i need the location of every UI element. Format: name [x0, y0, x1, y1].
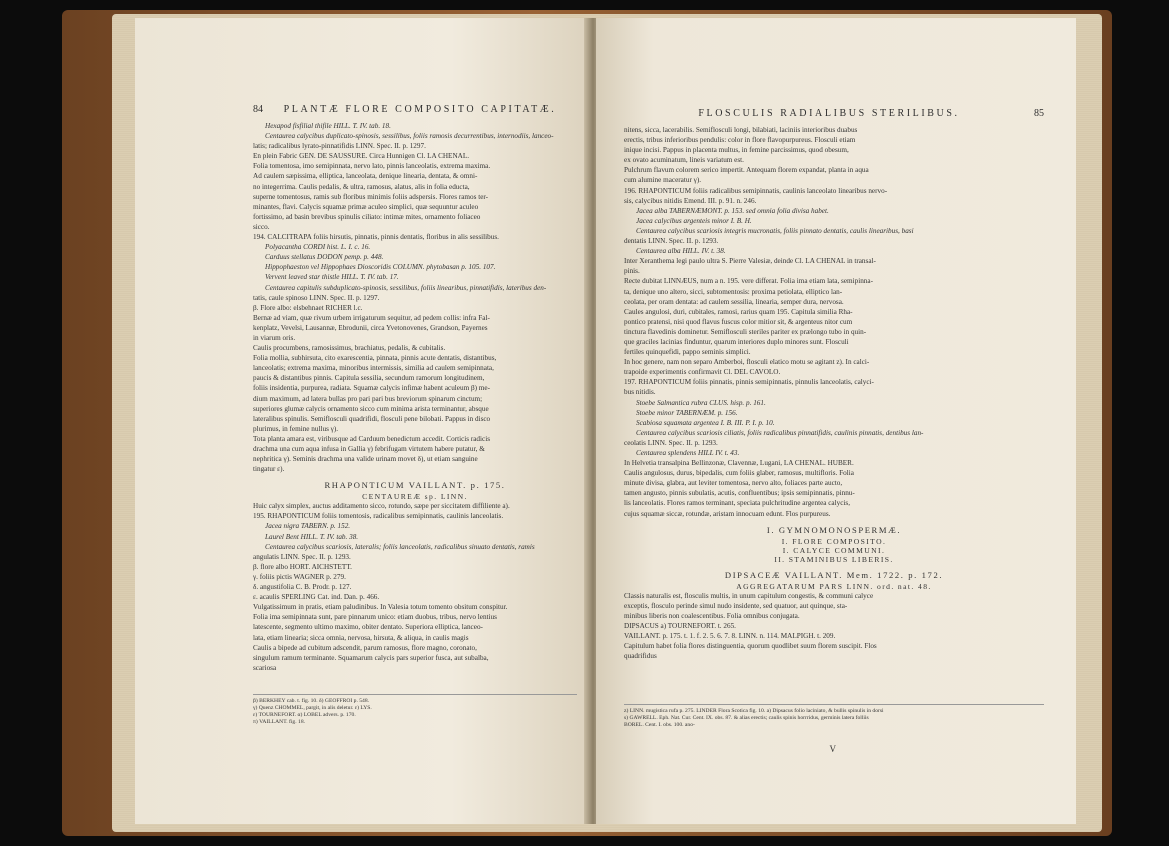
text-line: VAILLANT. p. 175. t. 1. f. 2. 5. 6. 7. 8. LINN. n. 114. MALPIGH. t. 209. [624, 632, 836, 641]
text-line: sis, calycibus nitidis Emend. III. p. 91. n. 246. [624, 196, 757, 205]
text-line: foliis insidentia, purpurea, radiata. Squamæ calycis infimæ habent aculeum β) me- [253, 384, 490, 393]
text-line: β. flore albo HORT. AICHSTETT. [253, 562, 352, 571]
text-line: sicco. [253, 222, 270, 231]
left-running-title: PLANTÆ FLORE COMPOSITO CAPITATÆ. [283, 104, 557, 115]
text-line: fertiles quinquefidi, pappo seminis simplici. [624, 348, 751, 357]
text-line: Folia ima semipinnata sunt, pare pinnarum unico: etiam duobus, tribus, nervo lentius [253, 613, 497, 622]
text-line: angulatis LINN. Spec. II. p. 1293. [253, 552, 351, 561]
right-running-head [624, 108, 1044, 119]
text-line: bus nitidis. [624, 388, 656, 397]
text-line: ε. acaulis SPERLING Cat. ind. Dan. p. 466. [253, 593, 380, 602]
text-line: Caules angulosi, duri, cubitales, ramosi, rarius quam 195. Capitula similia Rha- [624, 307, 853, 316]
text-line: Classis naturalis est, flosculis multis, in unum capitulum congestis, & communi calyce [624, 591, 874, 600]
text-line: cum alumine maceratur γ). [624, 176, 702, 185]
text-line: Jacea calycibus argenteis minor I. B. H. [636, 216, 752, 225]
text-line: 194. CALCITRAPA foliis hirsutis, pinnatis, pinnis dentatis, floribus in alis sessilibus. [253, 233, 499, 242]
text-line: que graciles lacinias finduntur, quarum interiores duplo minores sunt. Flosculi [624, 337, 849, 346]
text-line: quadrifidus [624, 652, 657, 661]
text-line: erectis, tribus inferioribus pendulis: color in flore flavopurpureus. Flosculi etiam [624, 136, 856, 145]
text-line: Centaurea calycibus scariosis, lateralis; foliis lanceolatis, radicalibus sinuato dentatis, ramis [265, 542, 535, 551]
text-line: minute divisa, glabra, aut leviter tomentosa, nervo alto, foliaces parte aucto, [624, 479, 843, 488]
text-line: Bernæ ad viam, quæ rivum urbem irrigaturum sequitur, ad pedem collis: infra Fal- [253, 313, 490, 322]
text-line: latescente, segmento ultimo maximo, obiter dentato. Superiora elliptica, lanceo- [253, 623, 483, 632]
text-line: Centaurea alba HILL. IV. t. 38. [636, 247, 726, 256]
text-line: Centaurea splendens HILL IV. t. 43. [636, 449, 740, 457]
text-line: z) LINN. mugistica rufa p. 275. LINDER Flora Scotica fig. 10. a) Dipsacus folio laciniato, & bullis spinulis in dorsi [624, 708, 884, 714]
text-line: pinis. [624, 267, 640, 276]
text-line: tinctura flavedinis dominetur. Semiflosculi steriles pariter ex prælongo tubo in quin- [624, 327, 867, 336]
left-page [135, 18, 588, 824]
text-line: exceptis, flosculo perinde simul nudo insidente, sed quatuor, aut quinque, sta- [624, 601, 848, 610]
signature-mark: V [829, 744, 836, 754]
text-line: nitens, sicca, lacerabilis. Semiflosculi longi, bilabiati, laciniis interioribus duabus [624, 126, 858, 134]
text-line: Jacea alba TABERNÆMONT. p. 153. sed omnia folia divisa habet. [636, 206, 829, 215]
text-line: singulum ramum terminante. Squamarum calycis pars superior fusca, aut subalba, [253, 653, 489, 662]
left-page-number: 84 [253, 104, 263, 115]
text-line: latis; radicalibus lyrato-pinnatifidis LINN. Spec. II. p. 1297. [253, 142, 426, 151]
text-line: plurimus, in femine nullus γ). [253, 424, 339, 433]
heading-flore-composito: I. FLORE COMPOSITO. [781, 536, 887, 546]
text-line: ε) TOURNEFORT. α) LOBEL advers. p. 170. [253, 712, 356, 718]
text-line: superne tomentosus, ramis sub floribus minimis foliis adspersis. Flores ramos ter- [253, 192, 489, 201]
text-line: Stoebe Salmantica rubra CLUS. hisp. p. 161. [636, 398, 766, 407]
text-line: pontico pratensi, nisi quod flavus fuscus color mitior sit, & argenteus nitor cum [624, 317, 853, 326]
right-footnotes [624, 704, 1044, 729]
text-line: Vulgatissimum in pratis, etiam paludinibus. In Valesia totum tomento obsitum conspitur. [253, 603, 508, 612]
text-line: Huic calyx simplex, auctus additamento sicco, rotundo, sæpe per siccitatem diffiliente a). [253, 502, 510, 511]
text-line: lata, etiam linearia; sicca omnia, nervosa, hirsuta, & aliqua, in caulis magis [253, 633, 469, 642]
text-line: In hoc genere, nam non separo Amberboi, flosculi elatico motu se agitant z). In calci- [624, 358, 870, 367]
text-line: superiores glumæ calycis ornamento sicco cum minima arista terminantur, absque [253, 404, 489, 413]
text-line: lis lanceolatis. Flores ramos terminant, speciata pulchritudine argentea calycis, [624, 499, 850, 508]
text-line: Capitulum habet folia flores distinguentia, quorum quodlibet suum florem suscipit. Flos [624, 642, 877, 651]
text-line: minantes, flavi. Calycis squamæ primæ aculeo simplici, quæ sequuntur aculeo [253, 202, 479, 211]
text-line: dium maximum, ad latera bullas pro pari pari bus breviorum spinarum cinctum; [253, 394, 483, 403]
heading-aggregatarum: AGGREGATARUM PARS LINN. ord. nat. 48. [736, 581, 932, 591]
text-line: DIPSACUS a) TOURNEFORT. t. 265. [624, 621, 736, 630]
text-line: cujus squamæ siccæ, rotundæ, aristam innocuam edunt. Flos purpureus. [624, 509, 831, 518]
left-running-head [253, 104, 577, 115]
text-line: 197. RHAPONTICUM foliis pinnatis, pinnis semipinnatis, pinnulis lanceolatis, calyci- [624, 378, 874, 387]
text-line: Centaurea calycibus duplicato-spinosis, sessilibus, foliis ramosis decurrentibus, internodiis, lanceo- [265, 132, 554, 141]
text-line: tamen angusto, pinnis subulatis, acutis, confluentibus; ipsis semipinnatis, pinnu- [624, 489, 855, 498]
text-line: in viarum oris. [253, 333, 296, 342]
text-line: ta, denique uno altero, sicci, subtomentosis: proxima petiolata, elliptico lan- [624, 287, 843, 296]
text-line: Scabiosa squamata argentea I. B. III. P. I. p. 10. [636, 418, 775, 427]
text-line: paucis & distantibus pinnis. Capitula sessilia, secundum ramorum longitudinem, [253, 374, 485, 383]
text-line: Folia mollia, subhirsuta, cito exarescentia, pinnata, pinnis acute dentatis, distantibus, [253, 354, 497, 363]
text-line: In Helvetia transalpina Bellinzonæ, Clavennæ, Lugani, LA CHENAL. HUBER. [624, 459, 854, 468]
text-line: BOREL. Cent. I. obs. 100. ano- [624, 722, 695, 728]
text-line: β. Flore albo: elsbehnaet RICHER l.c. [253, 303, 363, 312]
text-line: 195. RHAPONTICUM foliis tomentosis, radicalibus semipinnatis, caulinis lanceolatis. [253, 512, 504, 521]
text-line: nephritica γ). Seminis drachma una valide urinam movet δ), ut etiam sanguine [253, 455, 478, 464]
text-line: Centaurea capitulis subduplicato-spinosis, sessilibus, foliis linearibus, pinnatifidis, lateribus den- [265, 283, 547, 292]
left-footnotes [253, 694, 577, 726]
text-line: Centaurea calycibus scariosis integris mucronatis, foliis pinnato dentatis, caulis linearibus, basi [636, 226, 914, 235]
text-line: tingatur ε). [253, 465, 285, 474]
heading-calyce-communi: I. CALYCE COMMUNI. [782, 545, 886, 555]
text-line: Centaurea calycibus scariosis ciliatis, foliis radicalibus pinnatifidis, caulinis pinnatis, dentibus lan- [636, 428, 924, 437]
text-line: ex ovato acuminatum, lineis variatum est. [624, 156, 744, 165]
heading-dipsaceae: DIPSACEÆ VAILLANT. Mem. 1722. p. 172. [724, 569, 944, 580]
text-line: ceolatis LINN. Spec. II. p. 1293. [624, 438, 718, 447]
text-line: π) VAILLANT. fig. 18. [253, 719, 306, 725]
text-line: Caulis a bipede ad cubitum adscendit, parum ramosus, flore magno, coronato, [253, 643, 477, 652]
text-line: Hexapod fisfilial thifile HILL. T. IV. tab. 18. [265, 122, 391, 130]
text-line: kenplatz, Vevelsi, Lausannæ, Ebrodunii, circa Yvetonovenes, Grandson, Payernes [253, 323, 488, 332]
text-line: drachma una cum aqua infusa in Gallia γ) febrifugam virtutem habere putatur, & [253, 445, 485, 453]
text-line: fortissimo, ad basin brevibus spinulis ciliato: intimæ mites, ornamento foliaceo [253, 212, 481, 221]
text-line: ceolata, per oram dentata: ad caulem sessilia, linearia, semper dura, nervosa. [624, 297, 844, 306]
text-line: Folia tomentosa, imo semipinnata, nervo lato, pinnis lanceolatis, extrema maxima. [253, 162, 491, 171]
heading-gymnomonospermae: I. GYMNOMONOSPERMÆ. [766, 524, 902, 535]
text-line: s) GAWRELL. Eph. Nat. Cur. Cent. IX. obs. 87. & alias erectis; caulis spinis horrridus, germinis latera folliis [624, 715, 869, 721]
text-line: Hippophaeston vel Hippophaes Dioscoridis COLUMN. phytobasan p. 105. 107. [265, 263, 496, 272]
text-line: minibus liberis non coalescentibus. Folia omnibus conjugata. [624, 611, 800, 620]
text-line: lateralibus spinulis. Semiflosculi quadrifidi, flosculi pene bilobati. Pappus in disco [253, 414, 491, 423]
text-line: no integerrima. Caulis pedalis, & ultra, ramosus, alatus, alis in folia educta, [253, 182, 470, 191]
text-line: Tota planta amara est, viribusque ad Carduum benedictum accedit. Corticis radicis [253, 434, 491, 443]
right-page-number: 85 [1034, 108, 1044, 119]
left-text-block-2 [253, 501, 577, 673]
text-line: Ad caulem sæpissima, elliptica, lanceolata, denique linearia, dentata, & omni- [253, 172, 478, 181]
left-section-title: RHAPONTICUM VAILLANT. p. 175. [324, 480, 506, 491]
right-page [596, 18, 1076, 824]
text-line: trapoide experimentis confirmavit Cl. DEL CAVOLO. [624, 368, 781, 377]
text-line: γ) Quenz CHOMMEL, pargit, in alis deletur. ε) LYS. [253, 705, 372, 711]
text-line: β) BERKHEY cab. t. fig. 10. δ) GEOFFROI p. 548. [253, 698, 370, 704]
text-line: Stoebe minor TABERNÆM. p. 156. [636, 408, 738, 417]
right-running-title: FLOSCULIS RADIALIBUS STERILIBUS. [698, 108, 960, 119]
text-line: En plein Fabric GEN. DE SAUSSURE. Circa Hunnigen Cl. LA CHENAL. [253, 152, 470, 161]
text-line: scariosa [253, 663, 277, 672]
text-line: Caulis angulosus, durus, bipedalis, cum foliis glaber, ramosus, multifloris. Folia [624, 469, 854, 478]
text-line: Carduus stellatus DODON pemp. p. 448. [265, 253, 384, 262]
text-line: γ. foliis pictis WAGNER p. 279. [253, 572, 346, 581]
text-line: Inter Xeranthema legi paulo ultra S. Pierre Valesiæ, deinde Cl. LA CHENAL in transal- [624, 257, 876, 266]
text-line: Caulis procumbens, ramosissimus, brachiatus, pedalis, & cubitalis. [253, 344, 446, 353]
text-line: inique incisi. Pappus in placenta multus, in femine parcissimus, quod obesum, [624, 146, 849, 155]
text-line: Laurel Bent HILL. T. IV. tab. 38. [265, 532, 359, 541]
text-line: Recte dubitat LINNÆUS, num a n. 195. vere differat. Folia ima etiam lata, semipinna- [624, 277, 873, 286]
text-line: Vervent leaved star thistle HILL. T. IV. tab. 17. [265, 273, 399, 282]
text-line: tatis, caule spinoso LINN. Spec. II. p. 1297. [253, 293, 380, 302]
right-text-block [624, 125, 1044, 519]
heading-staminibus-liberis: II. STAMINIBUS LIBERIS. [774, 554, 894, 564]
text-line: Polyacantha CORDI hist. L. I. c. 16. [265, 243, 371, 252]
text-line: lanceolatis; extrema maxima, minoribus intermissis, similia ad caulem semipinnata, [253, 364, 494, 373]
text-line: Pulchrum flavum colorem serico impertit. Antequam florem expandat, planta in aqua [624, 166, 869, 175]
text-line: Jacea nigra TABERN. p. 152. [265, 522, 351, 531]
left-section-subtitle: CENTAUREÆ sp. LINN. [362, 492, 468, 502]
text-line: dentatis LINN. Spec. II. p. 1293. [624, 237, 719, 246]
text-line: 196. RHAPONTICUM foliis radicalibus semipinnatis, caulinis lanceolato linearibus nervo- [624, 186, 888, 195]
text-line: δ. angustifolia C. B. Prodr. p. 127. [253, 583, 352, 592]
left-text-block [253, 121, 577, 474]
right-text-block-2 [624, 591, 1044, 662]
